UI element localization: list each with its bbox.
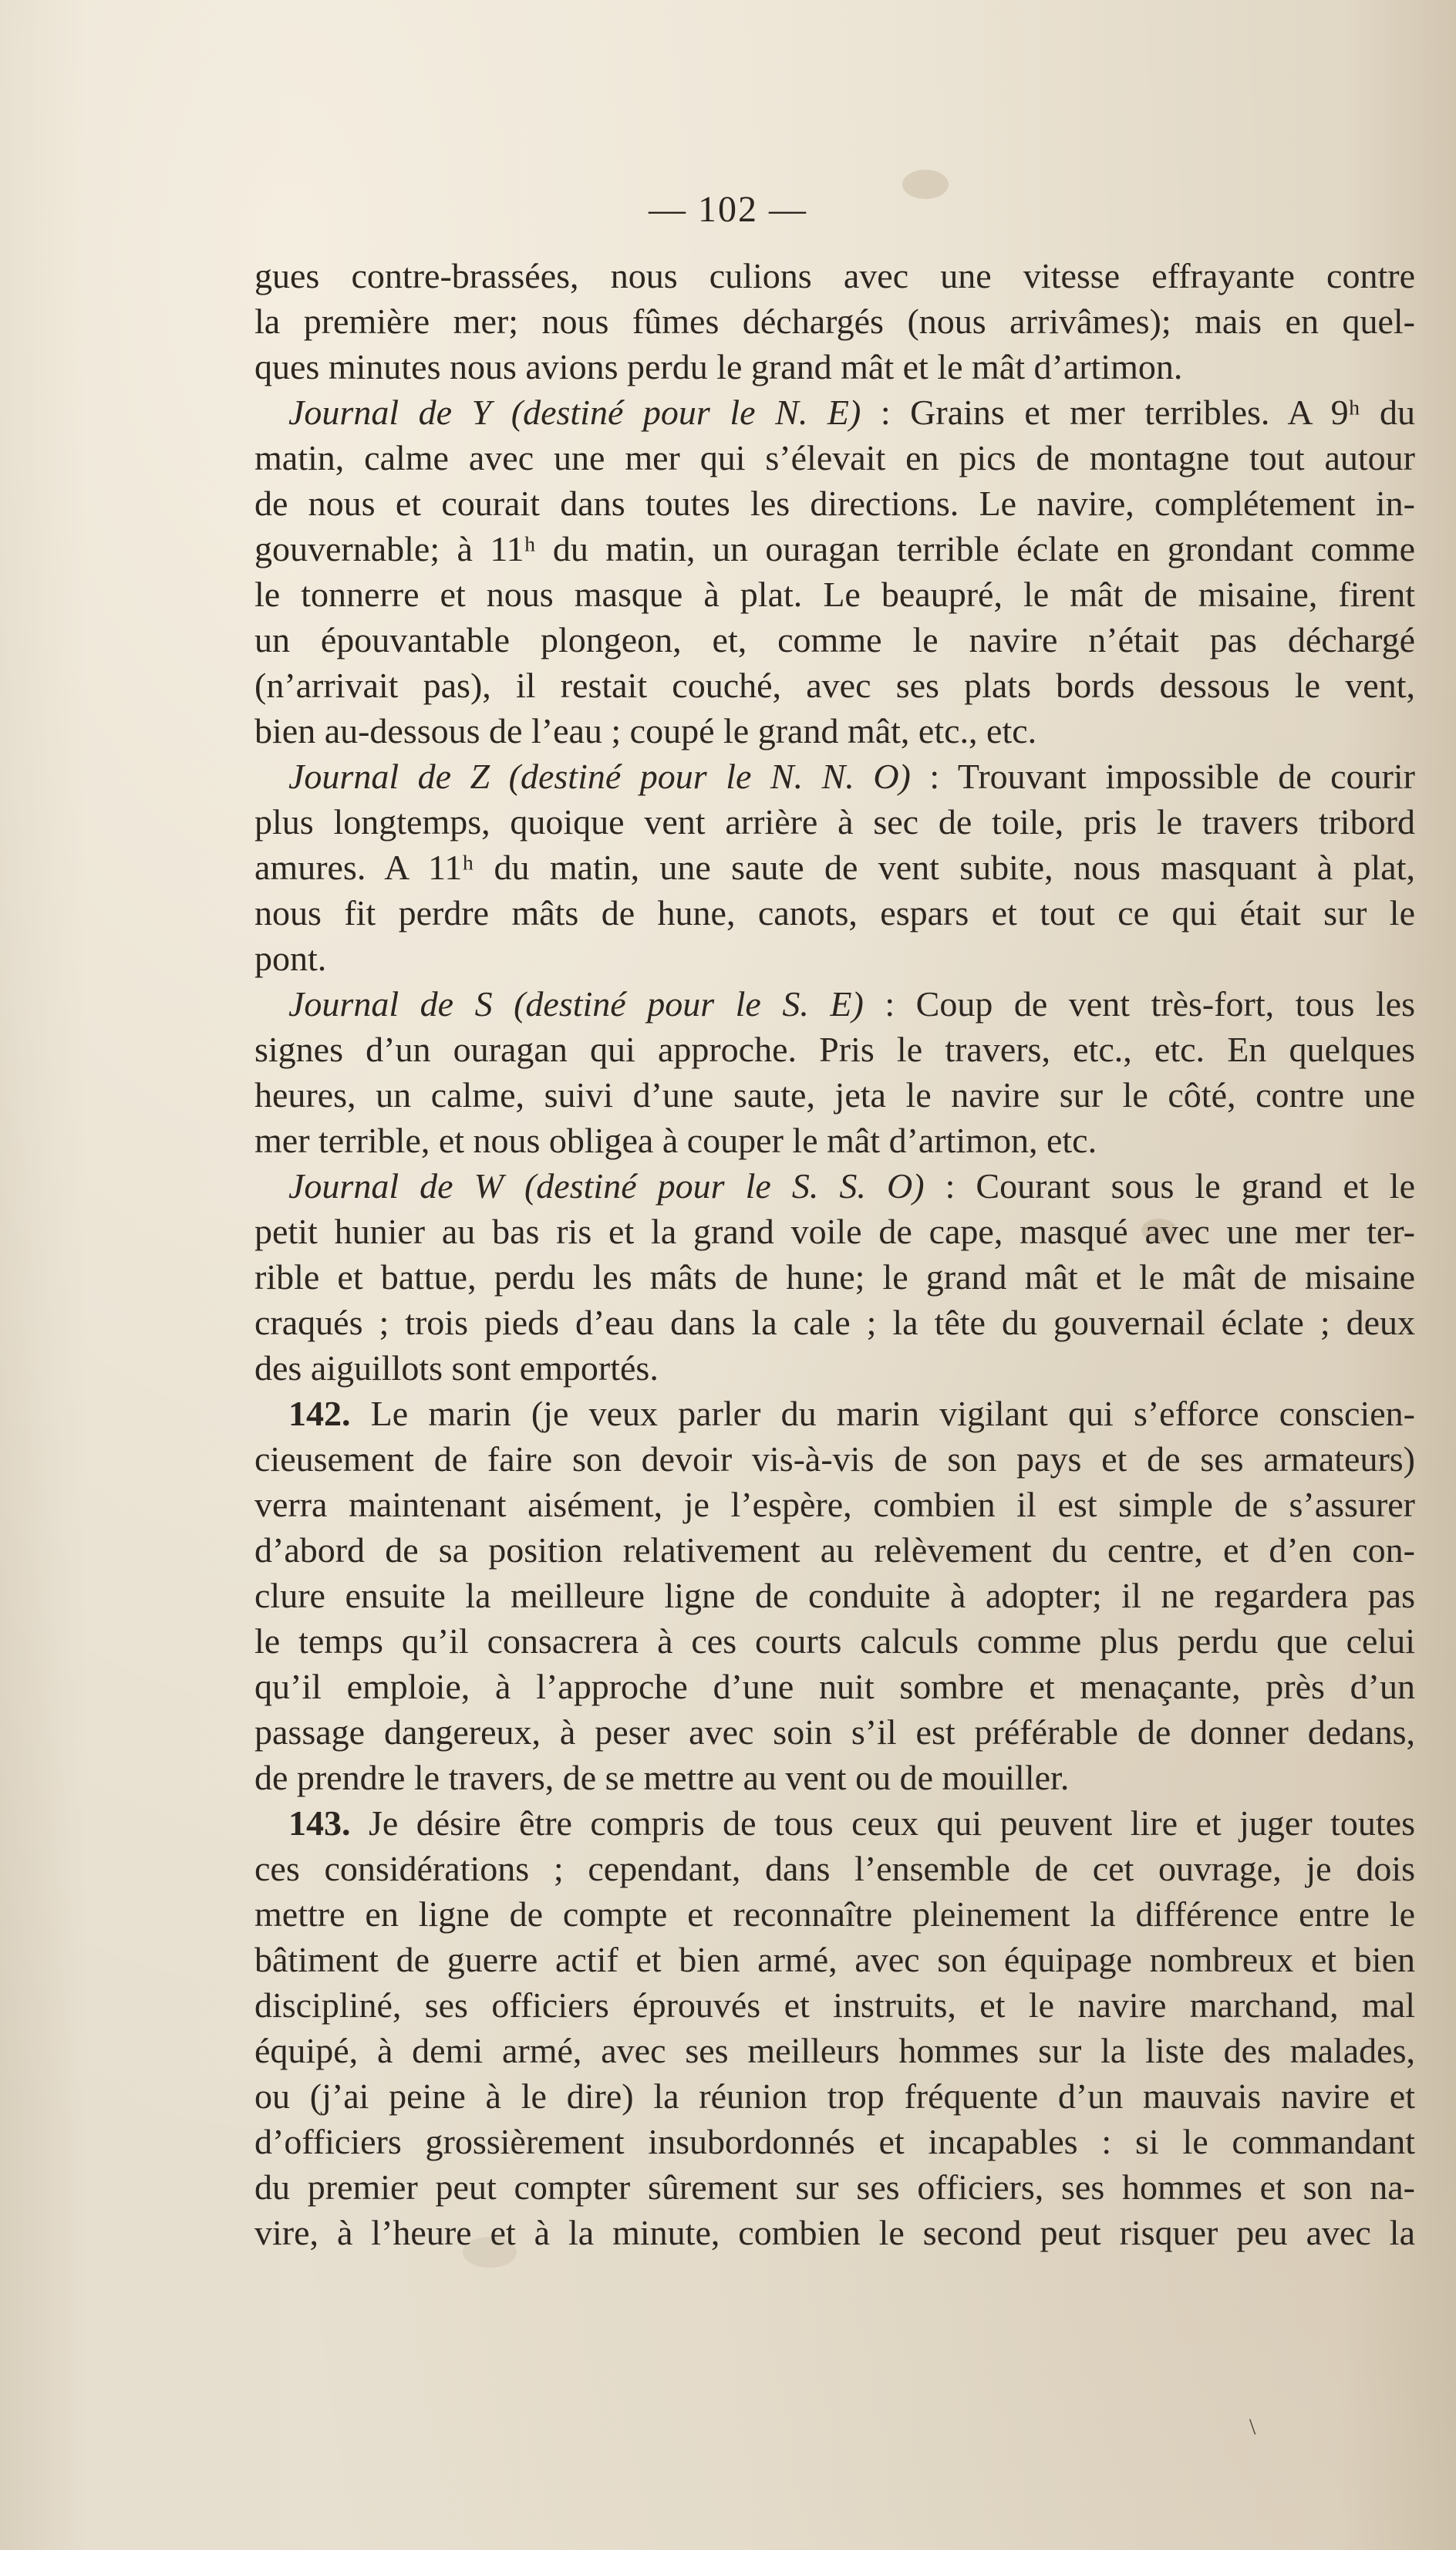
text-line <box>254 390 1415 435</box>
line-text: verra maintenant aisément, je l’espère, combien il est simple de s’assurer <box>254 1485 1415 1524</box>
line-text: d’officiers grossièrement insubordonnés et incapables : si le commandant <box>254 2122 1415 2161</box>
line-text: amures. A 11ʰ du matin, une saute de vent subite, nous masquant à plat, <box>254 848 1415 887</box>
paragraph-number: 142. <box>288 1394 351 1433</box>
text-line <box>254 1527 1415 1573</box>
text-line <box>254 435 1415 481</box>
line-text: le tonnerre et nous masque à plat. Le beaupré, le mât de misaine, firent <box>254 575 1415 614</box>
line-text: de nous et courait dans toutes les directions. Le navire, complétement in- <box>254 484 1415 523</box>
text-line <box>254 2073 1415 2119</box>
text-line <box>254 1618 1415 1664</box>
journal-heading: Journal de Z (destiné pour le N. N. O) <box>288 757 911 796</box>
text-line <box>254 663 1415 708</box>
line-text: cieusement de faire son devoir vis-à-vis de son pays et de ses armateurs) <box>254 1439 1415 1479</box>
text-line <box>254 481 1415 526</box>
line-text: (n’arrivait pas), il restait couché, avec ses plats bords dessous le vent, <box>254 666 1415 705</box>
line-text: la première mer; nous fûmes déchargés (nous arrivâmes); mais en quel- <box>254 302 1415 341</box>
text-line <box>254 936 1415 981</box>
line-text: gouvernable; à 11ʰ du matin, un ouragan terrible éclate en grondant comme <box>254 529 1415 568</box>
text-line <box>254 2028 1415 2073</box>
line-text: Le marin (je veux parler du marin vigilant qui s’efforce conscien- <box>350 1394 1415 1433</box>
text-line <box>254 2119 1415 2164</box>
text-line <box>254 526 1415 572</box>
journal-heading: Journal de S (destiné pour le S. E) <box>288 984 864 1024</box>
line-text: passage dangereux, à peser avec soin s’il est préférable de donner dedans, <box>254 1712 1415 1752</box>
line-text: plus longtemps, quoique vent arrière à sec de toile, pris le travers tribord <box>254 802 1415 842</box>
text-line <box>254 1027 1415 1072</box>
line-text: : Trouvant impossible de courir <box>910 757 1415 796</box>
line-text: mettre en ligne de compte et reconnaître pleinement la différence entre le <box>254 1894 1415 1934</box>
line-text: signes d’un ouragan qui approche. Pris le travers, etc., etc. En quelques <box>254 1030 1415 1069</box>
text-line <box>254 1573 1415 1618</box>
line-text: mer terrible, et nous obligea à couper le mât d’artimon, etc. <box>254 1121 1097 1160</box>
line-text: qu’il emploie, à l’approche d’une nuit sombre et menaçante, près d’un <box>254 1667 1415 1706</box>
line-text: le temps qu’il consacrera à ces courts calculs comme plus perdu que celui <box>254 1621 1415 1661</box>
text-line <box>254 2164 1415 2210</box>
text-line <box>254 253 1415 299</box>
text-line <box>254 1891 1415 1937</box>
text-line <box>254 1982 1415 2028</box>
line-text: clure ensuite la meilleure ligne de conduite à adopter; il ne regardera pas <box>254 1576 1415 1615</box>
text-line <box>254 1846 1415 1891</box>
line-text: rible et battue, perdu les mâts de hune; le grand mât et le mât de misaine <box>254 1257 1415 1297</box>
journal-heading: Journal de W (destiné pour le S. S. O) <box>288 1166 925 1206</box>
text-line <box>254 981 1415 1027</box>
text-line <box>254 617 1415 663</box>
text-line <box>254 1254 1415 1300</box>
text-line <box>254 1937 1415 1982</box>
text-line <box>254 299 1415 344</box>
line-text: vire, à l’heure et à la minute, combien le second peut risquer peu avec la <box>254 2213 1415 2252</box>
page-number: — 102 — <box>649 189 807 230</box>
text-line <box>254 890 1415 936</box>
text-line <box>254 1345 1415 1391</box>
line-text: bâtiment de guerre actif et bien armé, avec son équipage nombreux et bien <box>254 1940 1415 1979</box>
text-line <box>254 2210 1415 2255</box>
text-line <box>254 344 1415 390</box>
text-line <box>254 572 1415 617</box>
line-text: craqués ; trois pieds d’eau dans la cale ; la tête du gouvernail éclate ; deux <box>254 1303 1415 1342</box>
line-text: un épouvantable plongeon, et, comme le navire n’était pas déchargé <box>254 620 1415 659</box>
line-text: heures, un calme, suivi d’une saute, jeta le navire sur le côté, contre une <box>254 1075 1415 1115</box>
line-text: ces considérations ; cependant, dans l’ensemble de cet ouvrage, je dois <box>254 1849 1415 1888</box>
line-text: équipé, à demi armé, avec ses meilleurs hommes sur la liste des malades, <box>254 2031 1415 2070</box>
text-line <box>254 708 1415 754</box>
text-line <box>254 1118 1415 1163</box>
text-line <box>254 1800 1415 1846</box>
paragraph-number: 143. <box>288 1803 351 1843</box>
line-text: : Coup de vent très-fort, tous les <box>863 984 1415 1024</box>
text-line <box>254 1300 1415 1345</box>
line-text: pont. <box>254 939 327 978</box>
text-line <box>254 754 1415 799</box>
bottom-mark: \ <box>1249 2414 1256 2440</box>
line-text: des aiguillots sont emportés. <box>254 1348 659 1388</box>
line-text: Je désire être compris de tous ceux qui peuvent lire et juger toutes <box>350 1803 1415 1843</box>
text-line <box>254 1163 1415 1209</box>
line-text: petit hunier au bas ris et la grand voile de cape, masqué avec une mer ter- <box>254 1212 1415 1251</box>
journal-heading: Journal de Y (destiné pour le N. E) <box>288 393 861 432</box>
line-text: : Courant sous le grand et le <box>924 1166 1415 1206</box>
text-line <box>254 1664 1415 1709</box>
line-text: matin, calme avec une mer qui s’élevait en pics de montagne tout autour <box>254 438 1415 477</box>
line-text: du premier peut compter sûrement sur ses officiers, ses hommes et son na- <box>254 2167 1415 2207</box>
line-text: ou (j’ai peine à le dire) la réunion trop fréquente d’un mauvais navire et <box>254 2076 1415 2116</box>
line-text: bien au-dessous de l’eau ; coupé le grand mât, etc., etc. <box>254 711 1037 750</box>
line-text: d’abord de sa position relativement au relèvement du centre, et d’en con- <box>254 1530 1415 1570</box>
text-line <box>254 1209 1415 1254</box>
text-line <box>254 1755 1415 1800</box>
line-text: discipliné, ses officiers éprouvés et instruits, et le navire marchand, mal <box>254 1985 1415 2025</box>
line-text: nous fit perdre mâts de hune, canots, espars et tout ce qui était sur le <box>254 893 1415 933</box>
text-line <box>254 845 1415 890</box>
text-line <box>254 1709 1415 1755</box>
line-text: ques minutes nous avions perdu le grand mât et le mât d’artimon. <box>254 347 1183 386</box>
line-text: gues contre-brassées, nous culions avec une vitesse effrayante contre <box>254 256 1415 295</box>
line-text: de prendre le travers, de se mettre au vent ou de mouiller. <box>254 1758 1070 1797</box>
text-line <box>254 1072 1415 1118</box>
text-line <box>254 1482 1415 1527</box>
body-text <box>254 253 1415 2255</box>
line-text: : Grains et mer terribles. A 9ʰ du <box>861 393 1415 432</box>
text-line <box>254 1391 1415 1436</box>
text-line <box>254 1436 1415 1482</box>
text-line <box>254 799 1415 845</box>
